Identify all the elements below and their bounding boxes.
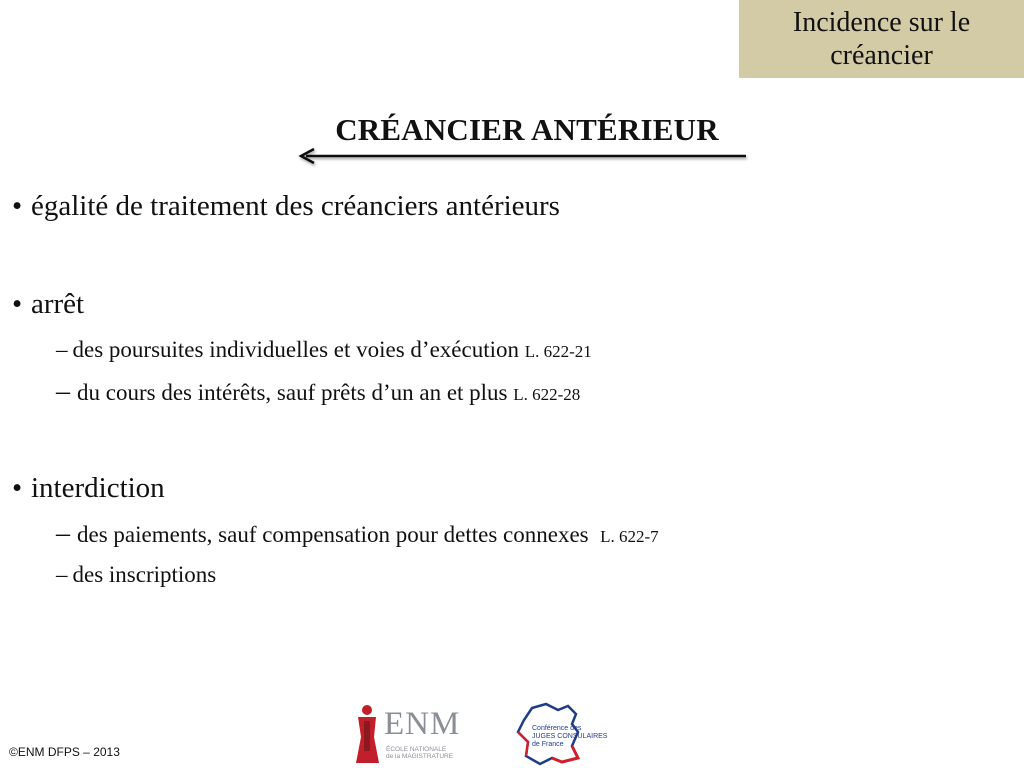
section-tag-line1: Incidence sur le bbox=[792, 7, 971, 38]
sub-item bbox=[56, 518, 659, 550]
dash-marker: – bbox=[56, 337, 68, 362]
bullet-text: arrêt bbox=[31, 288, 85, 320]
sub-item-text: du cours des intérêts, sauf prêts d’un an et plus bbox=[77, 380, 508, 405]
sub-item bbox=[56, 562, 216, 588]
bullet-dot: • bbox=[12, 472, 23, 504]
sub-item-text: des inscriptions bbox=[72, 562, 217, 587]
cjc-line3: de France bbox=[532, 741, 564, 748]
enm-logo-text: ENM bbox=[384, 706, 461, 742]
cjc-line1: Conférence des bbox=[532, 725, 582, 732]
bullet-item bbox=[12, 472, 165, 505]
enm-sub-line1: ÉCOLE NATIONALE bbox=[386, 746, 447, 753]
copyright-text: ©ENM DFPS – 2013 bbox=[9, 745, 120, 759]
bullet-text: interdiction bbox=[31, 472, 165, 504]
sub-item-text: des paiements, sauf compensation pour dettes connexes bbox=[77, 522, 589, 547]
law-reference: L. 622-7 bbox=[600, 527, 659, 546]
section-tag-line2: créancier bbox=[830, 40, 933, 71]
bullet-item bbox=[12, 190, 560, 223]
law-reference: L. 622-28 bbox=[513, 385, 581, 404]
enm-logo-subtitle bbox=[386, 746, 476, 760]
bullet-dot: • bbox=[12, 190, 23, 222]
cjc-logo-text bbox=[532, 725, 612, 749]
dash-marker: – bbox=[56, 562, 68, 587]
left-arrow-icon bbox=[296, 146, 752, 170]
sub-item bbox=[56, 376, 580, 408]
section-tag bbox=[739, 0, 1024, 78]
cjc-line2: JUGES CONSULAIRES bbox=[532, 733, 608, 740]
law-reference: L. 622-21 bbox=[524, 342, 592, 361]
slide-title: CRÉANCIER ANTÉRIEUR bbox=[335, 112, 719, 147]
enm-sub-line2: de la MAGISTRATURE bbox=[386, 753, 454, 760]
enm-emblem-icon bbox=[352, 703, 382, 767]
bullet-text: égalité de traitement des créanciers antérieurs bbox=[31, 190, 560, 222]
sub-item bbox=[56, 337, 592, 363]
bullet-dot: • bbox=[12, 288, 23, 320]
dash-marker: – bbox=[56, 376, 70, 407]
dash-marker: – bbox=[56, 518, 70, 549]
sub-item-text: des poursuites individuelles et voies d’exécution bbox=[72, 337, 519, 362]
bullet-item bbox=[12, 288, 84, 321]
